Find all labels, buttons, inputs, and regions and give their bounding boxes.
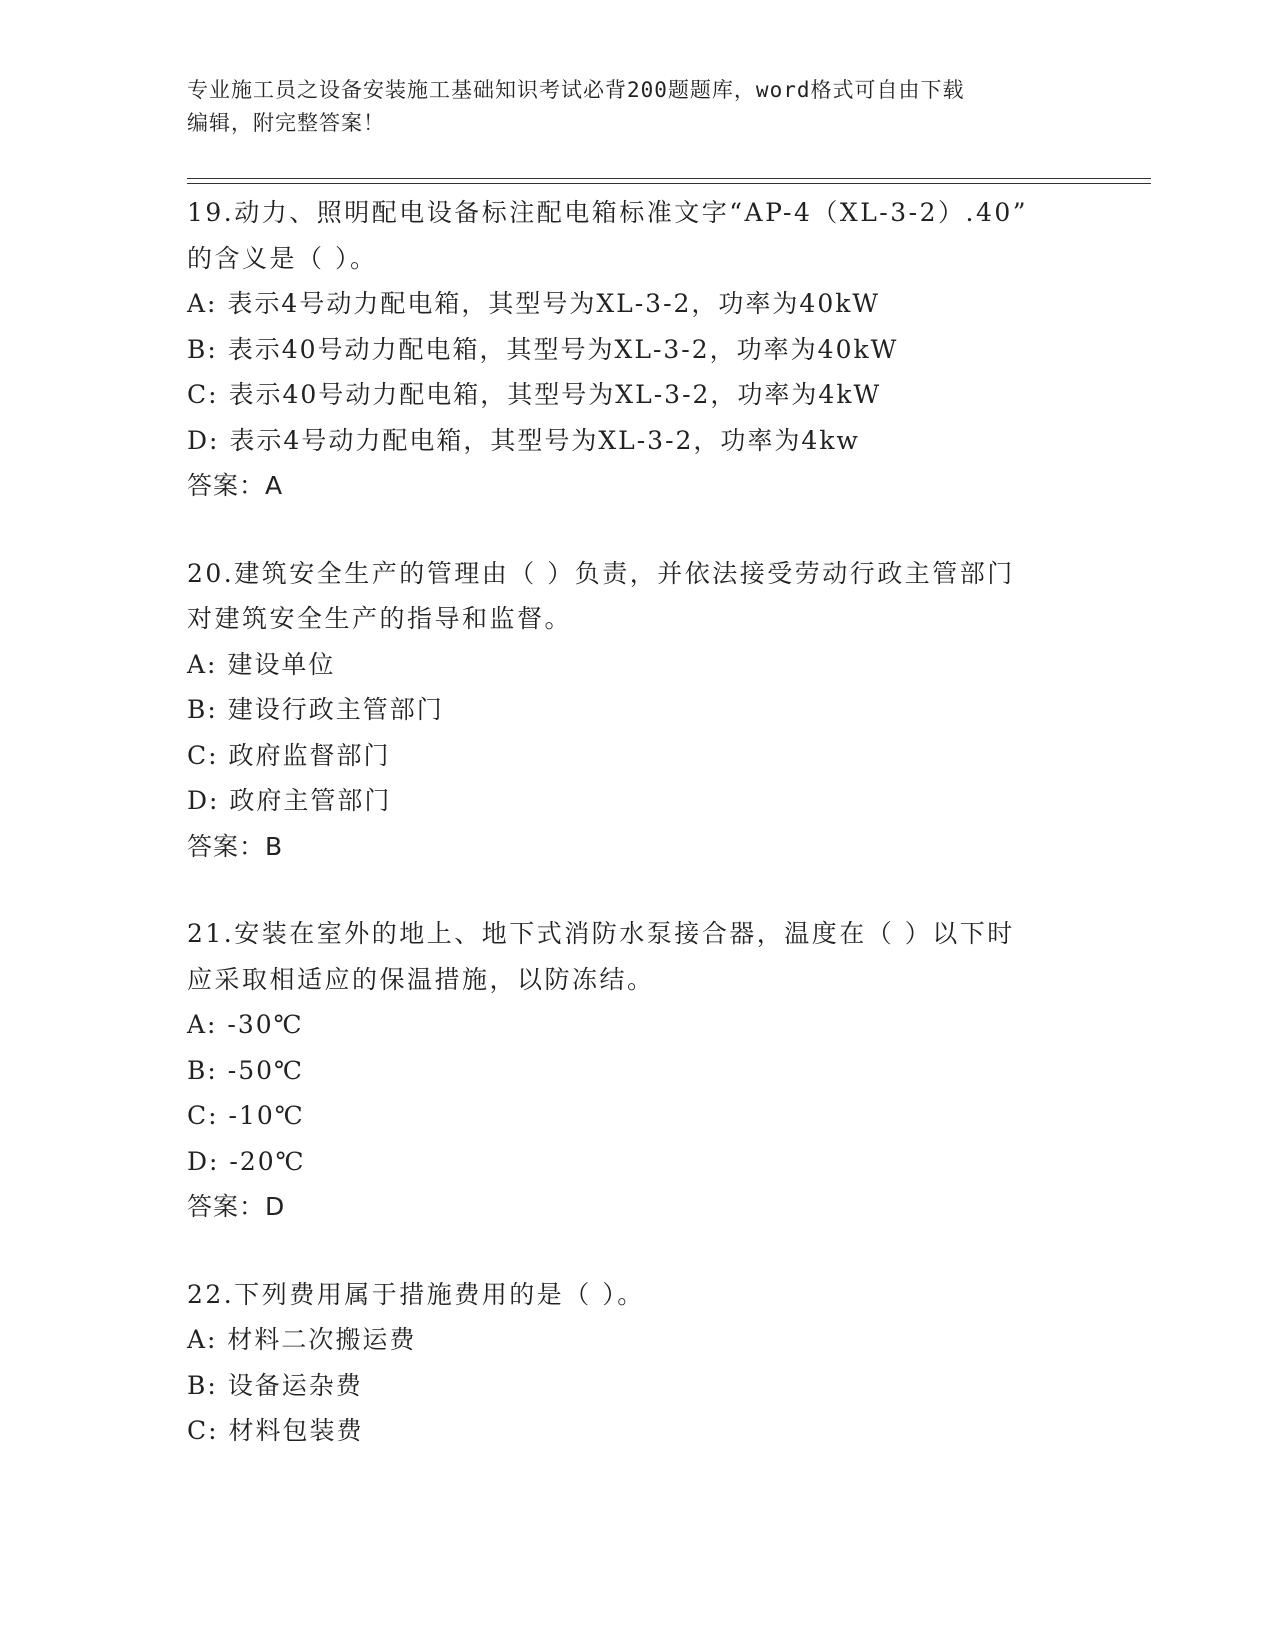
question-text-line-1: 20.建筑安全生产的管理由（ ）负责，并依法接受劳动行政主管部门 bbox=[187, 558, 1015, 588]
option-c: C: -10℃ bbox=[187, 1101, 305, 1130]
question-19 bbox=[187, 190, 1067, 509]
header-line-2: 编辑，附完整答案！ bbox=[187, 111, 385, 135]
question-text-line-1: 19.动力、照明配电设备标注配电箱标准文字“AP-4（XL-3-2）.40” bbox=[187, 198, 1029, 227]
question-22 bbox=[187, 1272, 1067, 1454]
header-divider-top bbox=[187, 178, 1151, 179]
option-d: D: 政府主管部门 bbox=[187, 786, 392, 815]
option-b: B: 建设行政主管部门 bbox=[187, 695, 444, 724]
answer-line: 答案：D bbox=[187, 1192, 286, 1221]
option-b: B: 表示40号动力配电箱，其型号为XL-3-2，功率为40kW bbox=[187, 334, 899, 364]
question-text-line-2: 对建筑安全生产的指导和监督。 bbox=[187, 604, 573, 633]
option-c: C: 材料包装费 bbox=[187, 1416, 364, 1445]
option-a: A: -30℃ bbox=[187, 1010, 304, 1039]
option-d: D: 表示4号动力配电箱，其型号为XL-3-2，功率为4kw bbox=[187, 425, 860, 455]
answer-line: 答案：A bbox=[187, 471, 284, 500]
question-21 bbox=[187, 911, 1067, 1230]
question-list bbox=[187, 190, 1067, 1496]
question-20 bbox=[187, 551, 1067, 870]
option-b: B: -50℃ bbox=[187, 1055, 304, 1085]
option-b: B: 设备运杂费 bbox=[187, 1370, 363, 1400]
option-c: C: 政府监督部门 bbox=[187, 740, 391, 770]
option-a: A: 材料二次搬运费 bbox=[187, 1325, 417, 1354]
option-d: D: -20℃ bbox=[187, 1146, 306, 1176]
option-a: A: 建设单位 bbox=[187, 649, 336, 679]
option-c: C: 表示40号动力配电箱，其型号为XL-3-2，功率为4kW bbox=[187, 380, 882, 409]
option-a: A: 表示4号动力配电箱，其型号为XL-3-2，功率为40kW bbox=[187, 289, 881, 318]
question-text-line-1: 22.下列费用属于措施费用的是（ ）。 bbox=[187, 1279, 645, 1309]
header-line-1: 专业施工员之设备安装施工基础知识考试必背200题题库，word格式可自由下载 bbox=[187, 78, 965, 102]
header-divider-bottom bbox=[187, 183, 1151, 184]
question-text-line-2: 应采取相适应的保温措施，以防冻结。 bbox=[187, 964, 655, 994]
answer-line: 答案：B bbox=[187, 831, 284, 861]
question-text-line-1: 21.安装在室外的地上、地下式消防水泵接合器，温度在（ ）以下时 bbox=[187, 919, 1015, 948]
question-text-line-2: 的含义是（ ）。 bbox=[187, 243, 378, 273]
document-header bbox=[187, 74, 1067, 140]
